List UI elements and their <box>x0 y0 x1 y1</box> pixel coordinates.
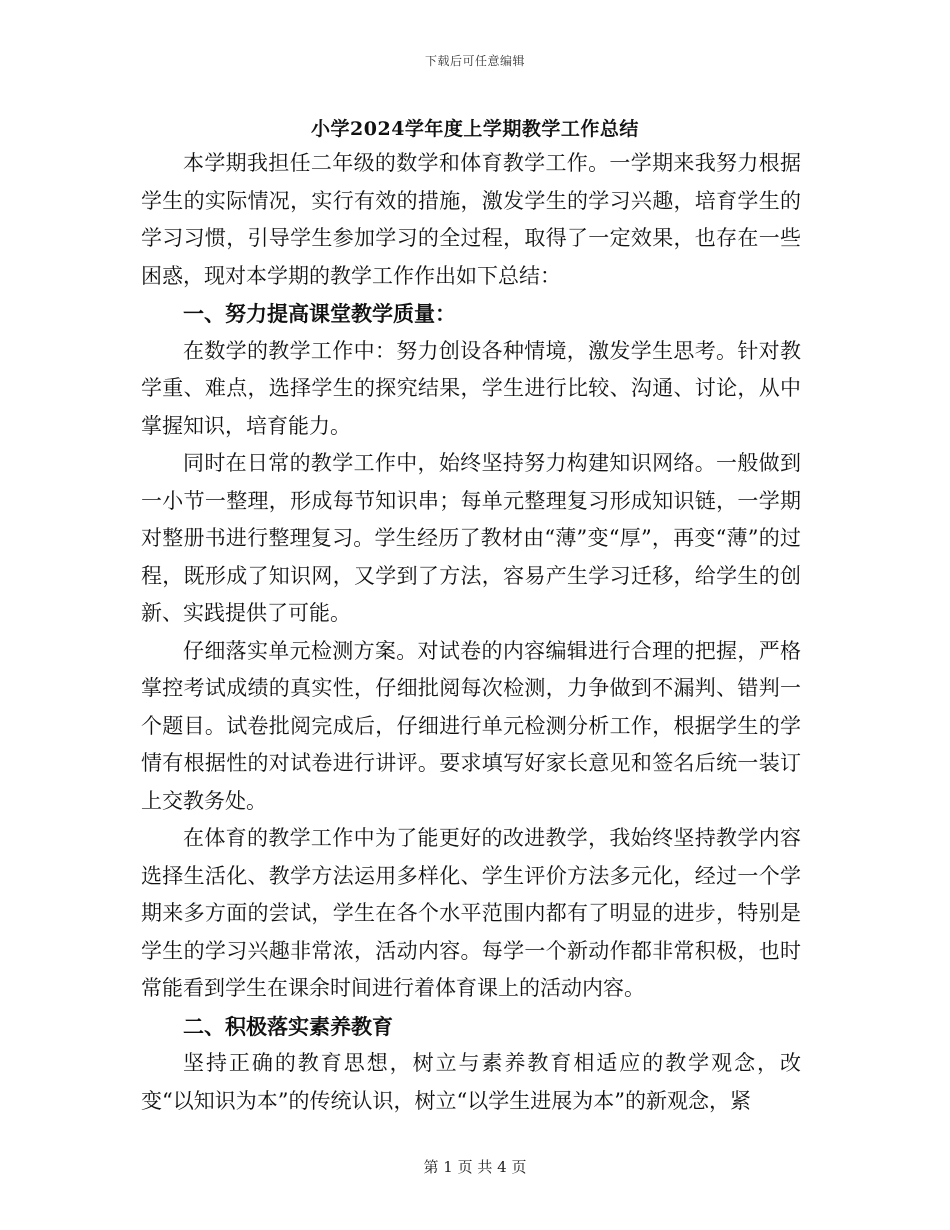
section-heading: 一、努力提高课堂教学质量： <box>183 301 456 326</box>
section-heading: 二、积极落实素养教育 <box>183 1013 393 1039</box>
paragraph: 本学期我担任二年级的数学和体育教学工作。一学期来我努力根据学生的实际情况，实行有效的措施，激发学生的学习兴趣，培育学生的学习习惯，引导学生参加学习的全过程，取得了一定效果，也存在一些困惑，现对本学期的教学工作作出如下总结： <box>141 151 801 288</box>
paragraph: 同时在日常的教学工作中，始终坚持努力构建知识网络。一般做到一小节一整理，形成每节知识串；每单元整理复习形成知识链，一学期对整册书进行整理复习。学生经历了教材由“薄”变“厚”，再变“薄”的过程，既形成了知识网，又学到了方法，容易产生学习迁移，给学生的创新、实践提供了可能。 <box>141 451 801 625</box>
paragraph: 坚持正确的教育思想，树立与素养教育相适应的教学观念，改变“以知识为本”的传统认识，树立“以学生进展为本”的新观念，紧 <box>141 1051 801 1113</box>
paragraph: 在体育的教学工作中为了能更好的改进教学，我始终坚持教学内容选择生活化、教学方法运用多样化、学生评价方法多元化，经过一个学期来多方面的尝试，学生在各个水平范围内都有了明显的进步，特别是学生的学习兴趣非常浓，活动内容。每学一个新动作都非常积极，也时常能看到学生在课余时间进行着体育课上的活动内容。 <box>141 826 801 1000</box>
header-note: 下载后可任意编辑 <box>424 54 525 68</box>
paragraph: 在数学的教学工作中：努力创设各种情境，激发学生思考。针对教学重、难点，选择学生的探究结果，学生进行比较、沟通、讨论，从中掌握知识，培育能力。 <box>141 338 801 438</box>
document-body <box>141 145 801 1120</box>
document-title: 小学2024学年度上学期教学工作总结 <box>311 118 639 140</box>
paragraph: 仔细落实单元检测方案。对试卷的内容编辑进行合理的把握，严格掌控考试成绩的真实性，仔细批阅每次检测，力争做到不漏判、错判一个题目。试卷批阅完成后，仔细进行单元检测分析工作，根据学生的学情有根据性的对试卷进行讲评。要求填写好家长意见和签名后统一装订上交教务处。 <box>141 638 801 813</box>
page-number: 第 1 页 共 4 页 <box>423 1158 527 1176</box>
